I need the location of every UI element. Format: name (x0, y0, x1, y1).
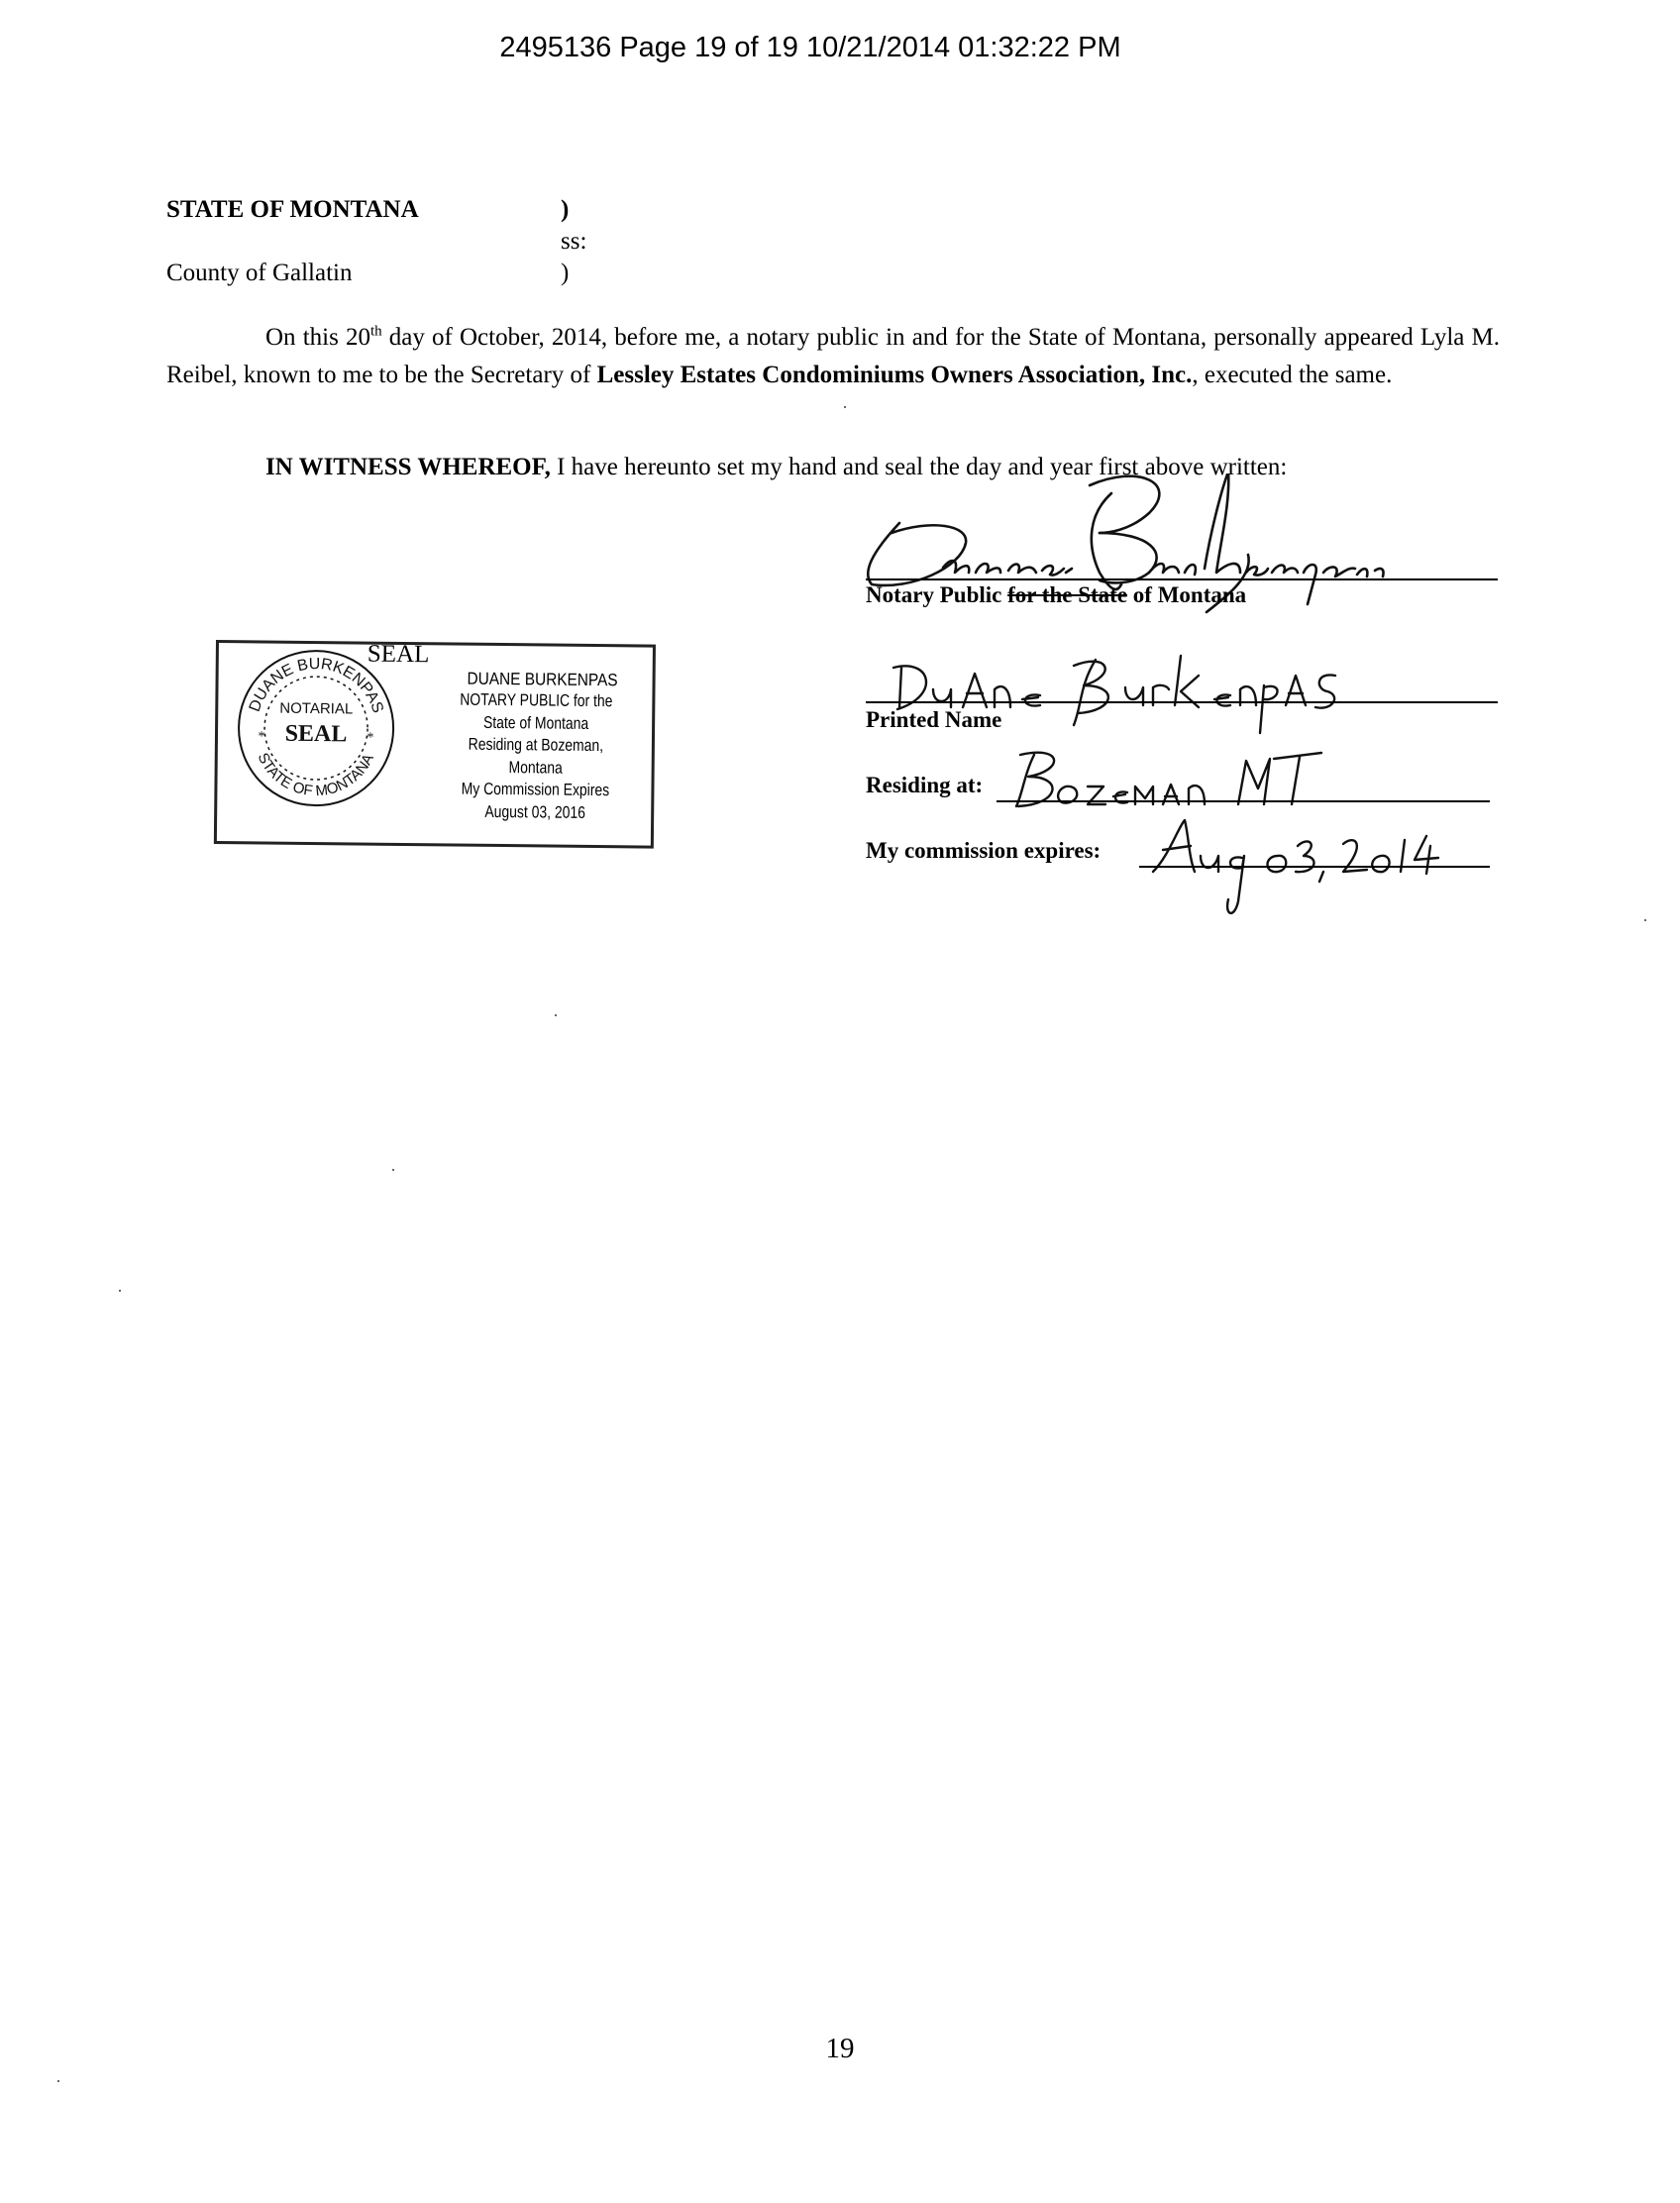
venue-paren-bottom: ) (561, 260, 570, 286)
notary-seal-stamp (214, 640, 656, 849)
seal-center-top: NOTARIAL (279, 699, 354, 718)
residing-handwriting (1004, 745, 1331, 814)
svg-text:*: * (258, 729, 265, 745)
notarial-seal-emblem (231, 643, 401, 813)
printed-name-line (866, 701, 1498, 703)
printed-name-label: Printed Name (866, 707, 1002, 732)
venue-county: County of Gallatin (166, 260, 353, 286)
witness-rest: I have hereunto set my hand and seal the day and year first above written: (550, 454, 1288, 480)
scan-speck (119, 1290, 121, 1292)
notary-signature-line (866, 578, 1498, 580)
seal-center: SEAL (284, 720, 348, 748)
venue-state: STATE OF MONTANA (166, 196, 419, 223)
ack-post-day: day of October, 2014, before me, a notary public in and for the State of Montana, personally appeared Lyla M. Reibel, known to me to be the Secretary of (166, 324, 1500, 388)
scan-speck (57, 2080, 59, 2082)
residing-line (997, 800, 1490, 802)
recording-stamp: 2495136 Page 19 of 19 10/21/2014 01:32:22 PM (499, 32, 1121, 63)
scan-speck (1644, 919, 1646, 921)
seal-title: SEAL (367, 640, 430, 669)
seal-ring-bottom: STATE OF MONTANA (254, 750, 377, 800)
ack-day-suffix: th (369, 323, 382, 340)
notary-label-pre: Notary Public (866, 582, 1008, 607)
residing-label: Residing at: (866, 773, 984, 797)
venue-paren-top: ) (561, 196, 570, 223)
ack-ending: , executed the same. (1192, 362, 1393, 388)
commission-label: My commission expires: (866, 838, 1102, 863)
svg-text:*: * (367, 730, 374, 746)
witness-lead: IN WITNESS WHEREOF, (265, 454, 551, 480)
acknowledgment-paragraph (166, 319, 1500, 394)
seal-line: State of Montana (482, 712, 589, 733)
venue-ss: ss: (561, 228, 587, 255)
seal-line: My Commission Expires (461, 779, 610, 800)
scan-speck (392, 1169, 394, 1171)
seal-line: August 03, 2016 (484, 801, 586, 822)
seal-notary-name: DUANE BURKENPAS (467, 668, 618, 690)
seal-details (442, 688, 630, 824)
seal-line: Residing at Bozeman, Montana (468, 734, 604, 778)
notary-label-post: of Montana (1127, 582, 1247, 607)
notary-public-label (866, 582, 1246, 608)
page-number: 19 (825, 2033, 855, 2064)
scan-speck (555, 1014, 557, 1016)
ack-pre-day: On this 20 (265, 324, 370, 351)
ack-entity: Lessley Estates Condominiums Owners Association, Inc. (596, 362, 1193, 388)
scan-speck (844, 406, 846, 408)
seal-line: NOTARY PUBLIC for the (460, 689, 613, 711)
commission-line (1139, 866, 1490, 868)
seal-ring-top: DUANE BURKENPAS (246, 655, 386, 715)
notary-label-struck: for the State (1007, 582, 1128, 607)
commission-handwriting (1149, 816, 1446, 925)
